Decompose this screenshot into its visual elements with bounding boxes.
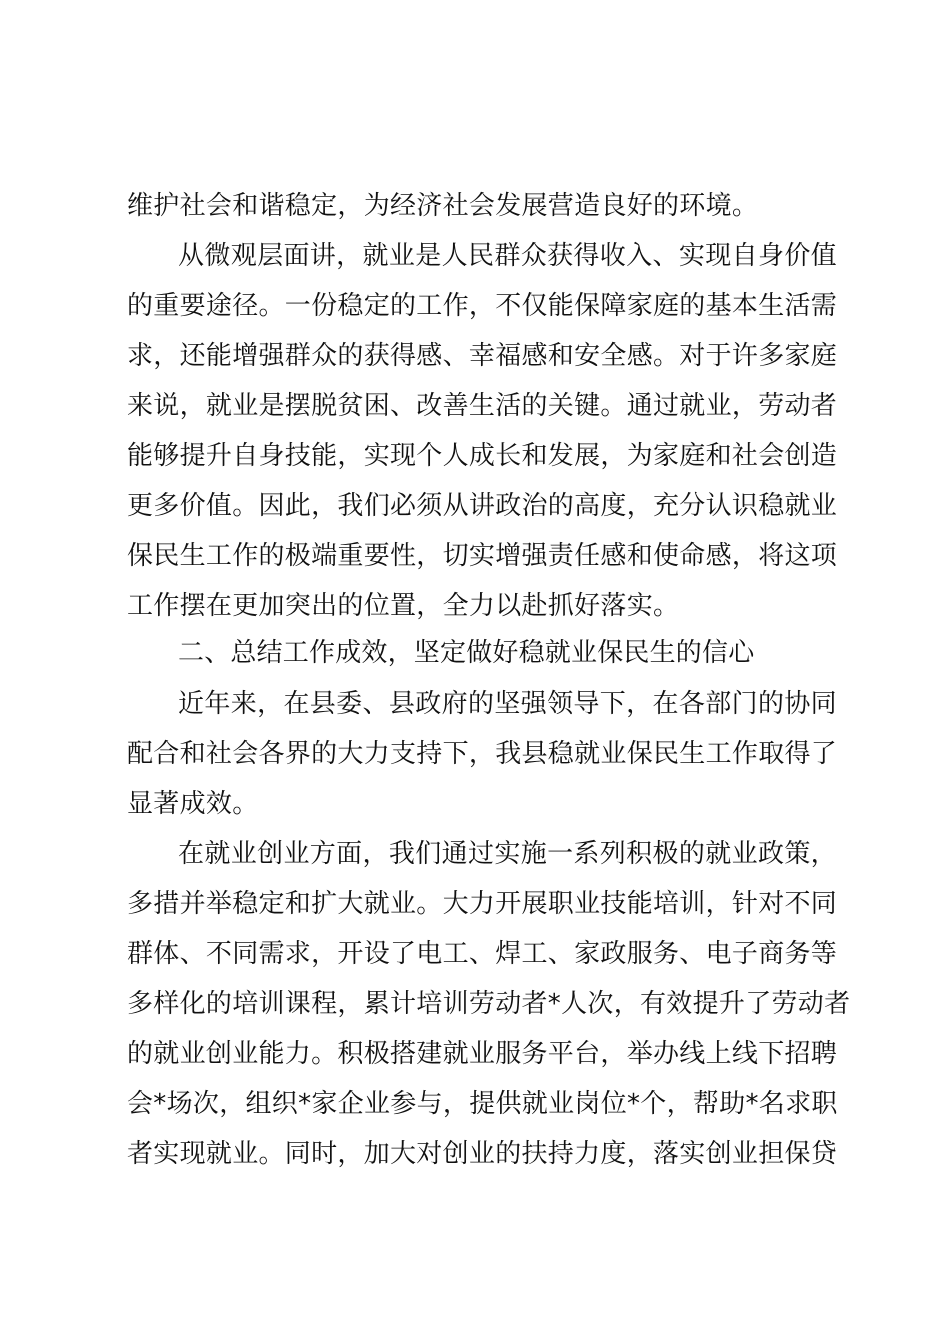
paragraph-line: 能够提升自身技能，实现个人成长和发展，为家庭和社会创造 [127, 441, 838, 471]
paragraph-line: 求，还能增强群众的获得感、幸福感和安全感。对于许多家庭 [127, 341, 838, 371]
paragraph-line: 配合和社会各界的大力支持下，我县稳就业保民生工作取得了 [127, 739, 838, 769]
paragraph-line: 保民生工作的极端重要性，切实增强责任感和使命感，将这项 [127, 541, 838, 571]
paragraph-line: 的就业创业能力。积极搭建就业服务平台，举办线上线下招聘 [127, 1039, 838, 1069]
paragraph-line: 更多价值。因此，我们必须从讲政治的高度，充分认识稳就业 [127, 491, 838, 521]
paragraph-line: 工作摆在更加突出的位置，全力以赴抓好落实。 [127, 591, 680, 621]
paragraph-first-line: 从微观层面讲，就业是人民群众获得收入、实现自身价值 [178, 241, 837, 271]
paragraph-line: 显著成效。 [127, 789, 259, 819]
paragraph-line: 多措并举稳定和扩大就业。大力开展职业技能培训，针对不同 [127, 889, 838, 919]
paragraph-line: 多样化的培训课程，累计培训劳动者*人次，有效提升了劳动者 [127, 989, 851, 1019]
paragraph-line: 维护社会和谐稳定，为经济社会发展营造良好的环境。 [127, 191, 759, 221]
paragraph-line: 群体、不同需求，开设了电工、焊工、家政服务、电子商务等 [127, 939, 838, 969]
paragraph-first-line: 在就业创业方面，我们通过实施一系列积极的就业政策， [178, 839, 837, 869]
paragraph-line: 者实现就业。同时，加大对创业的扶持力度，落实创业担保贷 [127, 1139, 838, 1169]
section-heading: 二、总结工作成效，坚定做好稳就业保民生的信心 [178, 638, 755, 668]
paragraph-line: 来说，就业是摆脱贫困、改善生活的关键。通过就业，劳动者 [127, 391, 838, 421]
paragraph-line: 会*场次，组织*家企业参与，提供就业岗位*个，帮助*名求职 [127, 1089, 838, 1119]
paragraph-line: 的重要途径。一份稳定的工作，不仅能保障家庭的基本生活需 [127, 291, 838, 321]
paragraph-first-line: 近年来，在县委、县政府的坚强领导下，在各部门的协同 [178, 689, 837, 719]
